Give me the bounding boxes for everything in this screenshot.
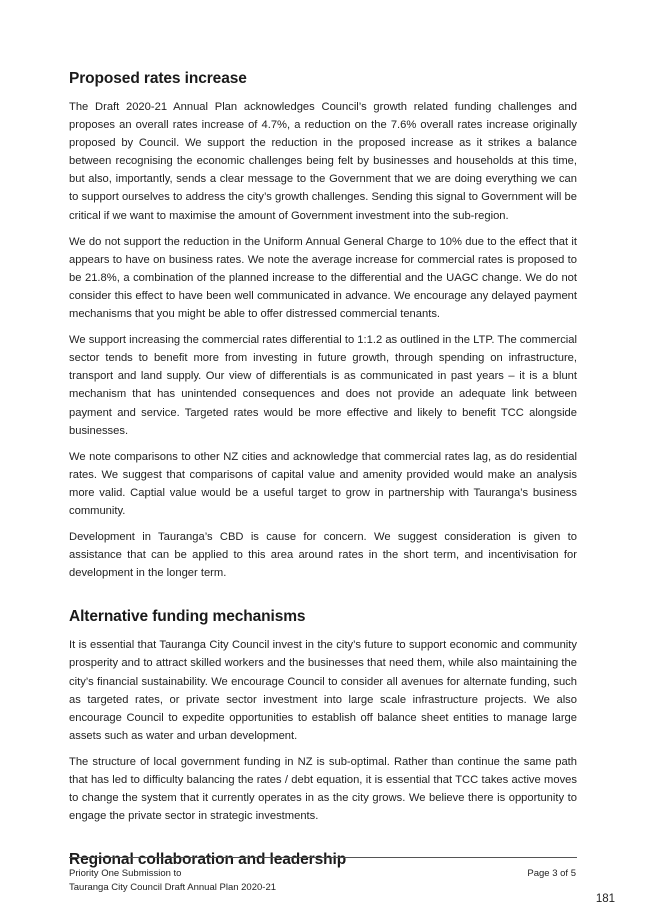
paragraph: The structure of local government funding in NZ is sub-optimal. Rather than continue the same path that has led to difficulty balancing the rates / debt equation, it is essential that TCC takes active moves to change the system that it currently operates in as the city grows. We believe there is opportunity to engage the private sector in strategic investments. bbox=[69, 755, 577, 823]
paragraph: It is essential that Tauranga City Council invest in the city’s future to support economic and community prosperity and to attract skilled workers and the businesses that need them, while also maintaining the city’s financial sustainability. We encourage Council to consider all avenues for alternate funding, such as targeted rates, or private sector investment into large scale infrastructure projects. We also encourage Council to expedite opportunities to establish off balance sheet entities to manage large assets such as water and urban development. bbox=[69, 639, 577, 742]
section-alternative-funding bbox=[69, 606, 577, 825]
footer-line: Priority One Submission to bbox=[69, 868, 182, 879]
section-proposed-rates-increase bbox=[69, 68, 577, 582]
footer-line: Tauranga City Council Draft Annual Plan 2020-21 bbox=[69, 881, 277, 893]
section-spacer bbox=[69, 833, 577, 849]
section-heading: Alternative funding mechanisms bbox=[69, 608, 306, 626]
section-heading: Proposed rates increase bbox=[69, 70, 247, 87]
footer-document-title bbox=[69, 867, 276, 894]
page-number: 181 bbox=[595, 893, 615, 905]
document-body bbox=[69, 68, 577, 879]
section-heading: Regional collaboration and leadership bbox=[69, 851, 347, 869]
paragraph: We do not support the reduction in the Uniform Annual General Charge to 10% due to the effect that it appears to have on business rates. We note the average increase for commercial rates is proposed to be 21.8%, a combination of the planned increase to the differential and the UAGC change. We do not consider this effect to have been well communicated in advance. We encourage any delayed payment mechanisms that you might be able to offer distressed commercial tenants. bbox=[69, 235, 577, 321]
paragraph: We note comparisons to other NZ cities and acknowledge that commercial rates lag, as do residential rates. We suggest that comparisons of capital value and amenity provided would make an analysis more valid. Captial value would be a useful target to grow in partnership with Tauranga’s business community. bbox=[69, 450, 577, 517]
paragraph: The Draft 2020-21 Annual Plan acknowledges Council’s growth related funding challenges and proposes an overall rates increase of 4.7%, a reduction on the 7.6% overall rates increase originally proposed by Council. We support the reduction in the proposed increase as it strikes a balance between recognising the economic challenges being felt by businesses and households at this time, but also, importantly, sends a clear message to the Government that we are doing everything we can to support ourselves to address the city’s growth challenges. Sending this signal to Government will be critical if we want to maximise the amount of Government investment into the sub-region. bbox=[69, 101, 577, 222]
paragraph: We support increasing the commercial rates differential to 1:1.2 as outlined in the LTP. The commercial sector tends to benefit more from investing in future growth, through spending on infrastructure, transport and land supply. Our view of differentials is as communicated in past years – it is a blunt mechanism that has unintended consequences and does not provide an adequate link between payment and service. Targeted rates would be more effective and likely to benefit TCC alongside businesses. bbox=[69, 334, 577, 437]
footer-page-indicator: Page 3 of 5 bbox=[527, 868, 576, 879]
footer-divider bbox=[69, 857, 577, 858]
section-spacer bbox=[69, 590, 577, 606]
paragraph: Development in Tauranga’s CBD is cause for concern. We suggest consideration is given to assistance that can be applied to this area around rates in the short term, and incentivisation for development in the longer term. bbox=[69, 531, 577, 580]
